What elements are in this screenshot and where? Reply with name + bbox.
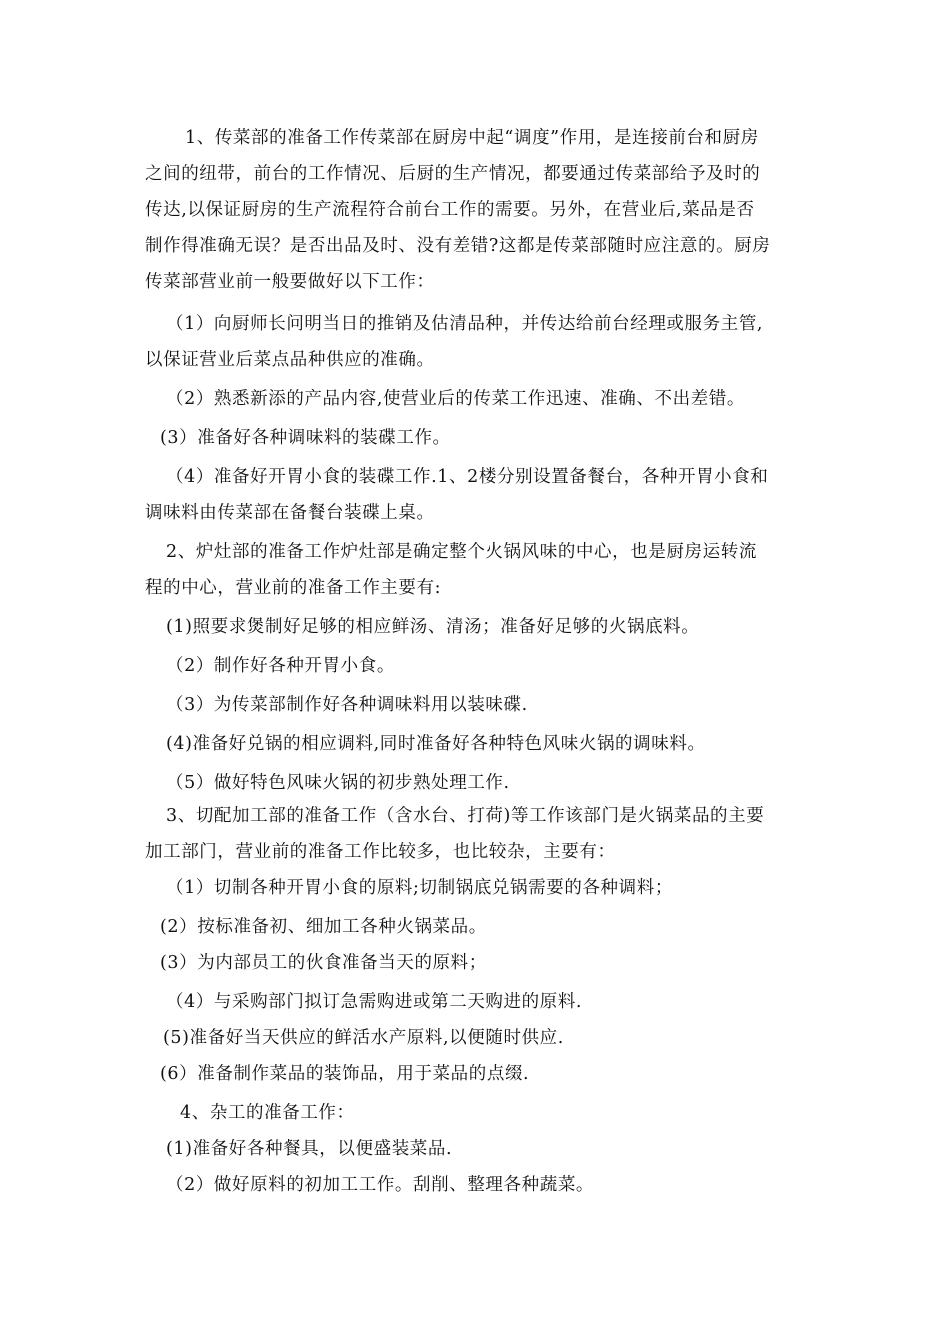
paragraph-1-line-2: 之间的纽带，前台的工作情况、后厨的生产情况，都要通过传菜部给予及时的 <box>145 164 761 184</box>
paragraph-1-line-1: 1、传菜部的准备工作传菜部在厨房中起“调度”作用，是连接前台和厨房 <box>185 128 759 148</box>
list-item-4-2: （2）做好原料的初加工工作。刮削、整理各种蔬菜。 <box>166 1175 595 1195</box>
paragraph-2-line-2: 程的中心，营业前的准备工作主要有: <box>145 578 442 598</box>
list-item-3-3: (3）为内部员工的伙食准备当天的原料； <box>160 953 487 973</box>
paragraph-3-line-1: 3、切配加工部的准备工作（含水台、打荷)等工作该部门是火锅菜品的主要 <box>166 806 765 826</box>
list-item-2-4: (4)准备好兑锅的相应调料,同时准备好各种特色风味火锅的调味料。 <box>166 734 706 754</box>
list-item-4-1: (1)准备好各种餐具，以便盛装菜品. <box>166 1139 453 1159</box>
list-item-2-3: （3）为传菜部制作好各种调味料用以装味碟. <box>166 695 528 715</box>
paragraph-1-line-5: 传菜部营业前一般要做好以下工作： <box>145 272 435 292</box>
paragraph-1-line-4: 制作得准确无误？是否出品及时、没有差错?这都是传菜部随时应注意的。厨房 <box>145 236 771 256</box>
paragraph-3-line-2: 加工部门，营业前的准备工作比较多，也比较杂，主要有： <box>145 842 616 862</box>
list-item-3-5: (5)准备好当天供应的鲜活水产原料,以便随时供应. <box>163 1028 564 1048</box>
list-item-1-2: （2）熟悉新添的产品内容,使营业后的传菜工作迅速、准确、不出差错。 <box>166 389 745 409</box>
list-item-1-4-line-1: （4）准备好开胃小食的装碟工作.1、2楼分别设置备餐台，各种开胃小食和 <box>166 467 769 487</box>
list-item-2-2: （2）制作好各种开胃小食。 <box>166 656 395 676</box>
paragraph-1-line-3: 传达,以保证厨房的生产流程符合前台工作的需要。另外，在营业后,菜品是否 <box>145 200 755 220</box>
list-item-1-4-line-2: 调味料由传菜部在备餐台装碟上桌。 <box>145 503 435 523</box>
list-item-1-1-line-1: （1）向厨师长问明当日的推销及估清品种，并传达给前台经理或服务主管, <box>166 314 764 334</box>
list-item-3-2: (2）按标准备初、细加工各种火锅菜品。 <box>160 917 487 937</box>
list-item-1-3: (3）准备好各种调味料的装碟工作。 <box>160 428 451 448</box>
list-item-3-4: （4）与采购部门拟订急需购进或第二天购进的原料. <box>166 992 583 1012</box>
list-item-2-5: （5）做好特色风味火锅的初步熟处理工作. <box>166 773 510 793</box>
paragraph-4-heading: 4、杂工的准备工作： <box>180 1103 355 1123</box>
list-item-2-1: (1)照要求煲制好足够的相应鲜汤、清汤；准备好足够的火锅底料。 <box>166 617 700 637</box>
list-item-1-1-line-2: 以保证营业后菜点品种供应的准确。 <box>145 350 435 370</box>
list-item-3-6: (6）准备制作菜品的装饰品，用于菜品的点缀. <box>160 1064 530 1084</box>
list-item-3-1: （1）切制各种开胃小食的原料;切制锅底兑锅需要的各种调料； <box>166 878 673 898</box>
paragraph-2-line-1: 2、炉灶部的准备工作炉灶部是确定整个火锅风味的中心，也是厨房运转流 <box>166 542 757 562</box>
